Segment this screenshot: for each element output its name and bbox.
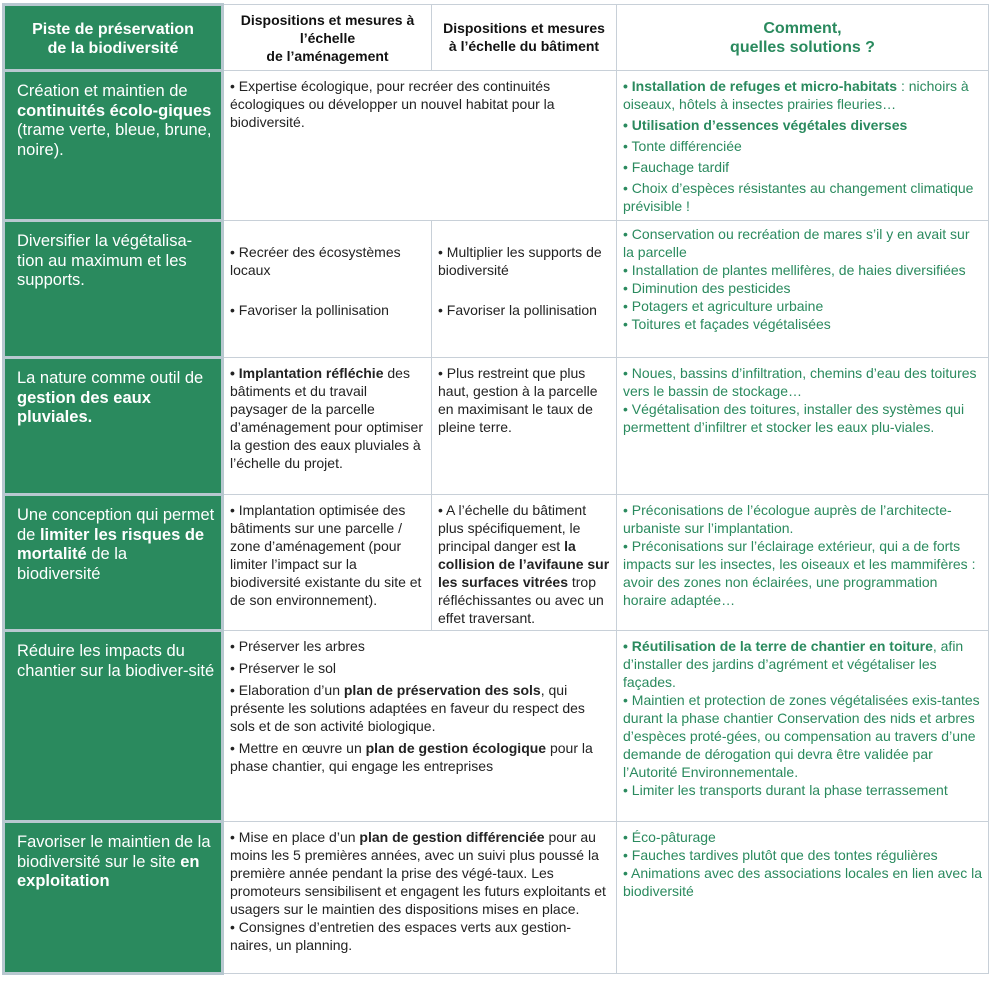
amenagement-cell: • Implantation optimisée des bâtiments sur une parcelle / zone d’aménagement (pour limiter l’impact sur la biodiversité existante du site et de son environnement). bbox=[223, 495, 432, 631]
table-row bbox=[4, 358, 989, 495]
header-solutions: Comment, quelles solutions ? bbox=[617, 5, 989, 71]
batiment-cell: • Multiplier les supports de biodiversité • Favoriser la pollinisation bbox=[432, 221, 617, 358]
solutions-cell: • Préconisations de l’écologue auprès de l’architecte-urbaniste sur l’implantation. • Préconisations sur l’éclairage extérieur, qui a de forts impacts sur les insectes, les oiseaux et les mammifères : avoir des zones non éclairées, une programmation horaire adaptée… bbox=[617, 495, 989, 631]
batiment-cell: • A l’échelle du bâtiment plus spécifiquement, le principal danger est la collision de l’avifaune sur les surfaces vitrées trop réfléchissantes ou avec un effet traversant. bbox=[432, 495, 617, 631]
solutions-cell: • Installation de refuges et micro-habitats : nichoirs à oiseaux, hôtels à insectes prairies fleuries… • Utilisation d’essences végétales diverses • Tonte différenciée • Fauchage tardif • Choix d’espèces résistantes au changement climatique prévisible ! bbox=[617, 71, 989, 221]
table-row bbox=[4, 631, 989, 822]
table-row bbox=[4, 822, 989, 974]
amenagement-cell: • Implantation réfléchie des bâtiments et du travail paysager de la parcelle d’aménagement pour optimiser la gestion des eaux pluviales à l’échelle du projet. bbox=[223, 358, 432, 495]
batiment-cell: • Plus restreint que plus haut, gestion à la parcelle en maximisant le taux de pleine terre. bbox=[432, 358, 617, 495]
table-row bbox=[4, 221, 989, 358]
solutions-cell: • Réutilisation de la terre de chantier en toiture, afin d’installer des jardins d’agrément et végétaliser les façades. • Maintien et protection de zones végétalisées exis-tantes durant la phase chantier Conservation des nids et arbres d’espèces proté-gées, ou compensation au travers d’une demande de dérogation qui devra être validée par l’Autorité Environnementale. • Limiter les transports durant la phase terrassement bbox=[617, 631, 989, 822]
piste-cell: Réduire les impacts du chantier sur la biodiver-sité bbox=[4, 631, 223, 822]
piste-cell: Une conception qui permet de limiter les risques de mortalité de la biodiversité bbox=[4, 495, 223, 631]
table-row bbox=[4, 495, 989, 631]
amenagement-cell: • Recréer des écosystèmes locaux • Favoriser la pollinisation bbox=[223, 221, 432, 358]
solutions-cell: • Éco-pâturage • Fauches tardives plutôt que des tontes régulières • Animations avec des associations locales en lien avec la biodiversité bbox=[617, 822, 989, 974]
piste-cell: Création et maintien de continuités écolo-giques (trame verte, bleue, brune, noire). bbox=[4, 71, 223, 221]
biodiversity-table bbox=[2, 3, 989, 975]
amenagement-cell: • Mise en place d’un plan de gestion différenciée pour au moins les 5 premières années, avec un suivi plus poussé la première année pendant la prise des végé-taux. Les promoteurs sensibilisent et engagent les futurs exploitants et usagers sur le maintien des dispositions mises en place. • Consignes d’entretien des espaces verts aux gestion-naires, un planning. bbox=[223, 822, 617, 974]
header-amenagement: Dispositions et mesures à l’échelle de l’aménagement bbox=[223, 5, 432, 71]
header-batiment: Dispositions et mesures à l’échelle du bâtiment bbox=[432, 5, 617, 71]
header-piste: Piste de préservation de la biodiversité bbox=[4, 5, 223, 71]
table-row bbox=[4, 71, 989, 221]
solutions-cell: • Conservation ou recréation de mares s’il y en avait sur la parcelle • Installation de plantes mellifères, de haies diversifiées • Diminution des pesticides • Potagers et agriculture urbaine • Toitures et façades végétalisées bbox=[617, 221, 989, 358]
header-row bbox=[4, 5, 989, 71]
piste-cell: Diversifier la végétalisa-tion au maximum et les supports. bbox=[4, 221, 223, 358]
amenagement-cell: • Expertise écologique, pour recréer des continuités écologiques ou développer un nouvel habitat pour la biodiversité. bbox=[223, 71, 617, 221]
piste-cell: Favoriser le maintien de la biodiversité sur le site en exploitation bbox=[4, 822, 223, 974]
piste-cell: La nature comme outil de gestion des eaux pluviales. bbox=[4, 358, 223, 495]
amenagement-cell: • Préserver les arbres • Préserver le sol • Elaboration d’un plan de préservation des sols, qui présente les solutions adaptées en faveur du respect des sols et de son activité biologique. • Mettre en œuvre un plan de gestion écologique pour la phase chantier, qui engage les entreprises bbox=[223, 631, 617, 822]
solutions-cell: • Noues, bassins d’infiltration, chemins d’eau des toitures vers le bassin de stockage… • Végétalisation des toitures, installer des systèmes qui permettent d’infiltrer et stocker les eaux plu-viales. bbox=[617, 358, 989, 495]
